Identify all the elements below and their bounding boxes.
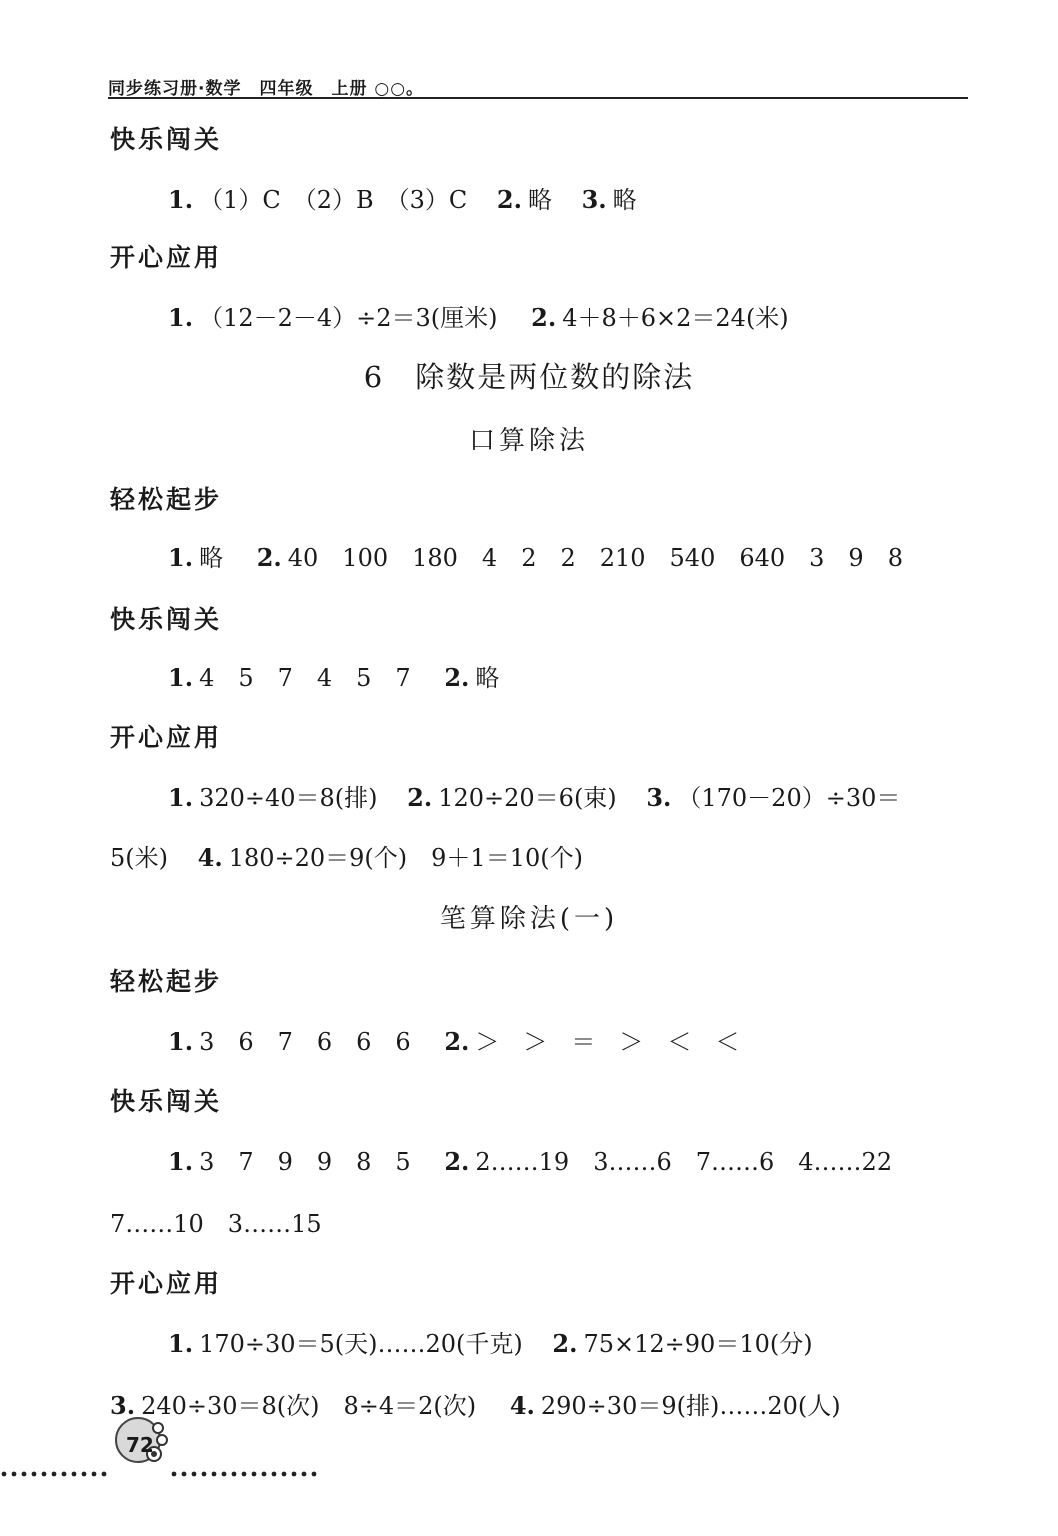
subsection-title: 笔算除法(一) xyxy=(439,904,619,934)
footer-dot xyxy=(282,1472,287,1477)
footer-dot xyxy=(2,1472,7,1477)
footer-dot xyxy=(302,1472,307,1477)
section-heading-kuaile: 快乐闯关 xyxy=(110,125,223,154)
footer-dot xyxy=(62,1472,67,1477)
answer-line xyxy=(168,180,637,215)
footer-dot xyxy=(182,1472,187,1477)
answer-text: （1）C （2）B （3）C xyxy=(199,186,468,214)
answer-text: 略 xyxy=(199,544,224,572)
answer-line xyxy=(168,538,903,573)
subsection-title: 口算除法 xyxy=(468,426,589,456)
item-number: 2. xyxy=(444,1147,470,1176)
item-number: 2. xyxy=(407,783,433,812)
answer-text: 2……19 3……6 7……6 4……22 xyxy=(475,1148,893,1176)
section-heading-kaixin: 开心应用 xyxy=(110,243,223,272)
footer-dot xyxy=(102,1472,107,1477)
header-rule xyxy=(108,97,968,99)
footer-dot xyxy=(22,1472,27,1477)
answer-line xyxy=(110,838,583,873)
page-number: 72 xyxy=(126,1433,154,1457)
item-number: 1. xyxy=(168,185,194,214)
item-number: 1. xyxy=(168,1329,194,1358)
item-number: 2. xyxy=(444,1027,470,1056)
footer-dot xyxy=(222,1472,227,1477)
item-number: 2. xyxy=(256,543,282,572)
answer-text: 略 xyxy=(527,186,552,214)
footer-dot xyxy=(232,1472,237,1477)
item-number: 2. xyxy=(444,663,470,692)
answer-text: 75×12÷90＝10(分) xyxy=(583,1330,813,1358)
footer-dot xyxy=(252,1472,257,1477)
footer-dot xyxy=(272,1472,277,1477)
item-number: 2. xyxy=(552,1329,578,1358)
answer-text: ＞ ＞ ＝ ＞ ＜ ＜ xyxy=(475,1028,740,1056)
answer-text: 120÷20＝6(束) xyxy=(438,784,617,812)
answer-text: 290÷30＝9(排)……20(人) xyxy=(540,1392,841,1420)
item-number: 4. xyxy=(197,843,223,872)
footer-dot xyxy=(82,1472,87,1477)
section-heading-kuaile: 快乐闯关 xyxy=(110,605,223,634)
footer-dot xyxy=(202,1472,207,1477)
footer-dot xyxy=(42,1472,47,1477)
answer-text: 略 xyxy=(612,186,637,214)
item-number: 2. xyxy=(531,303,557,332)
footer-dotted-line xyxy=(0,1462,320,1482)
answer-text: 320÷40＝8(排) xyxy=(199,784,378,812)
section-heading-kaixin: 开心应用 xyxy=(110,723,223,752)
footer-dot xyxy=(52,1472,57,1477)
item-number: 3. xyxy=(646,783,672,812)
footer-dot xyxy=(312,1472,317,1477)
item-number: 1. xyxy=(168,303,194,332)
footer-dot xyxy=(262,1472,267,1477)
answer-line xyxy=(168,658,499,693)
answer-text: 40 100 180 4 2 2 210 540 640 3 9 8 xyxy=(287,544,903,572)
footer-dot xyxy=(192,1472,197,1477)
item-number: 1. xyxy=(168,783,194,812)
answer-text: 170÷30＝5(天)……20(千克) xyxy=(199,1330,523,1358)
answer-line xyxy=(168,1324,813,1359)
footer-dot xyxy=(292,1472,297,1477)
answer-text: 180÷20＝9(个) 9＋1＝10(个) xyxy=(228,844,583,872)
footer-dot xyxy=(12,1472,17,1477)
footer-dot xyxy=(212,1472,217,1477)
answer-line xyxy=(168,298,789,333)
item-number: 2. xyxy=(496,185,522,214)
chapter-title: 6 除数是两位数的除法 xyxy=(363,360,695,394)
answer-text: 4 5 7 4 5 7 xyxy=(199,664,411,692)
footer-dot xyxy=(92,1472,97,1477)
answer-text: 略 xyxy=(475,664,500,692)
section-heading-kuaile: 快乐闯关 xyxy=(110,1087,223,1116)
answer-text: 240÷30＝8(次) 8÷4＝2(次) xyxy=(141,1392,477,1420)
item-number: 1. xyxy=(168,663,194,692)
answer-text: 5(米) xyxy=(110,844,168,872)
item-number: 4. xyxy=(509,1391,535,1420)
item-number: 3. xyxy=(581,185,607,214)
answer-line xyxy=(168,1142,892,1177)
answer-line xyxy=(168,778,900,813)
item-number: 1. xyxy=(168,1147,194,1176)
page-header: 同步练习册·数学 四年级 上册 ○○。 xyxy=(108,79,425,99)
answer-text: （170－20）÷30＝ xyxy=(677,784,901,812)
item-number: 3. xyxy=(110,1391,136,1420)
item-number: 1. xyxy=(168,1027,194,1056)
answer-text: （12－2－4）÷2＝3(厘米) xyxy=(199,304,498,332)
answer-line xyxy=(168,1022,739,1057)
answer-line xyxy=(110,1386,841,1421)
answer-text: 3 6 7 6 6 6 xyxy=(199,1028,411,1056)
footer-dot xyxy=(172,1472,177,1477)
section-heading-qingsong: 轻松起步 xyxy=(110,967,223,996)
section-heading-kaixin: 开心应用 xyxy=(110,1269,223,1298)
footer-dot xyxy=(242,1472,247,1477)
answer-text: 3 7 9 9 8 5 xyxy=(199,1148,411,1176)
answer-line: 7……10 3……15 xyxy=(110,1210,322,1238)
section-heading-qingsong: 轻松起步 xyxy=(110,485,223,514)
footer-dot xyxy=(32,1472,37,1477)
item-number: 1. xyxy=(168,543,194,572)
footer-dot xyxy=(72,1472,77,1477)
answer-text: 4＋8＋6×2＝24(米) xyxy=(562,304,789,332)
